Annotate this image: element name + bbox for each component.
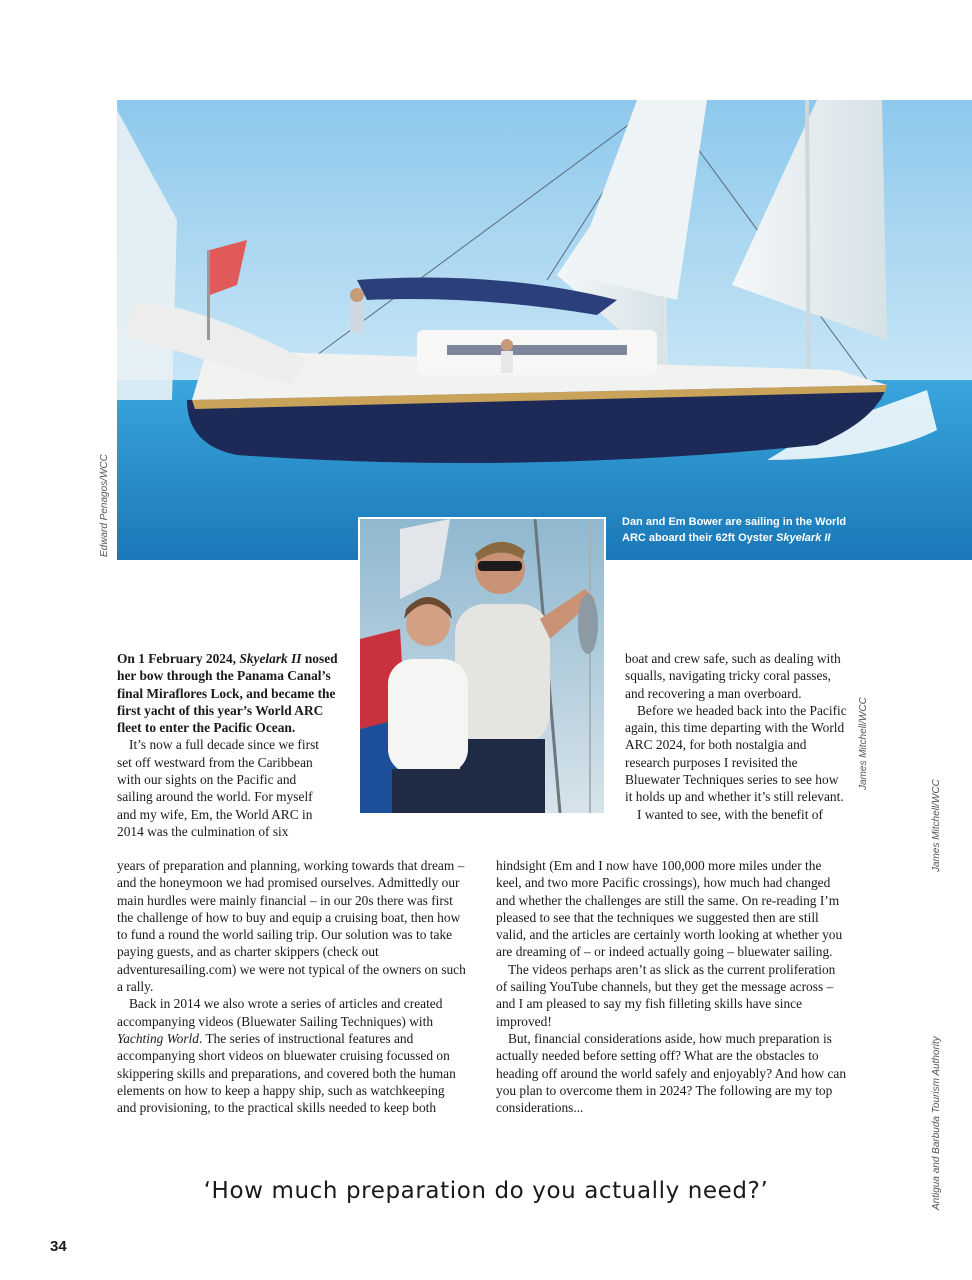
caption-line-2: ARC aboard their 62ft Oyster — [622, 532, 777, 544]
couple-portrait-illustration — [360, 519, 604, 813]
intro-boat-name: Skyelark II — [239, 651, 302, 666]
inset-photo — [358, 517, 606, 815]
hero-photo-credit: Edward Penagos/WCC — [99, 454, 110, 557]
tourism-photo-credit: Antigua and Barbuda Tourism Authority — [931, 1036, 942, 1210]
photo-caption — [622, 514, 882, 546]
paragraph-right-wide-a: hindsight (Em and I now have 100,000 more miles under the keel, and two more Pacific crossings), how much had changed and whether the challenges are still the same. On re-reading I’m pleased to see that the techniques we suggested then are still valid, and the articles are certainly worth looking at whether you are dreaming of – or indeed actually going – bluewater sailing. — [496, 858, 843, 960]
paragraph-left-b — [117, 995, 467, 1116]
pull-quote: ‘How much preparation do you actually need?’ — [203, 1178, 769, 1204]
paragraph-right-c-start: I wanted to see, with the benefit of — [637, 806, 823, 822]
left-col-line: with our sights on the Pacific and — [117, 772, 297, 788]
caption-line-1: Dan and Em Bower are sailing in the World — [622, 516, 847, 528]
paragraph-right-b: Before we headed back into the Pacific again, this time departing with the World ARC 2024, for both nostalgia and research purposes I revisited the Bluewater Techniques series to see how it holds up and whether it’s still relevant. — [625, 702, 847, 805]
intro-start: On 1 February 2024, — [117, 651, 240, 666]
article-left-narrow — [117, 650, 349, 840]
article-left-wide — [117, 857, 467, 1116]
yacht-illustration — [117, 100, 972, 560]
para1-start: It’s now a full decade since we first — [129, 737, 320, 753]
paragraph-right-wide-c: But, financial considerations aside, how much preparation is actually needed before setting off? What are the obstacles to heading off around the world safely and enjoyably? And how can you plan to overcome them in 2024? The following are my top considerations... — [496, 1030, 847, 1116]
intro-paragraph — [117, 650, 349, 736]
magazine-name: Yachting World — [117, 1030, 199, 1046]
paragraph-right-a: boat and crew safe, such as dealing with squalls, navigating tricky coral passes, and recovering a man overboard. — [625, 651, 841, 701]
article-right-narrow — [625, 650, 847, 823]
para-b-start: Back in 2014 we also wrote a series of articles and created accompanying videos (Bluewater Sailing Techniques) with — [117, 996, 443, 1029]
article-right-wide — [496, 857, 848, 1116]
hero-photo — [117, 100, 972, 560]
inset-photo-credit: James Mitchell/WCC — [858, 697, 869, 790]
page-number: 34 — [50, 1238, 67, 1255]
intro-rest: nosed her bow through the Panama Canal’s final Miraflores Lock, and became the first yacht of this year’s World ARC fleet to enter the Pacific Ocean. — [117, 651, 338, 736]
left-col-line: set off westward from the Caribbean — [117, 754, 313, 770]
paragraph-right-wide-b: The videos perhaps aren’t as slick as the current proliferation of sailing YouTube channels, but they get the message across – and I am pleased to say my fish filleting skills have since improved! — [496, 961, 836, 1029]
caption-boat-name: Skyelark II — [776, 532, 831, 544]
left-col-line: and my wife, Em, the World ARC in — [117, 806, 313, 822]
paragraph-left-a: years of preparation and planning, working towards that dream – and the honeymoon we had promised ourselves. Admittedly our main hurdles were mainly financial – in our 20s there was first the challenge of how to buy and equip a cruising boat, then how to fund a round the world sailing trip. Our solution was to take paying guests, and as charter skippers (check out adventuresailing.com) we were not typical of the owners on such a rally. — [117, 858, 466, 995]
left-col-line: sailing around the world. For myself — [117, 789, 313, 805]
para-b-rest: . The series of instructional features and accompanying short videos on bluewater cruising focussed on skippering skills and preparations, and covered both the human elements on how to keep a happy ship, such as watchkeeping and provisioning, to the practical skills needed to keep both — [117, 1030, 456, 1116]
left-col-line: 2014 was the culmination of six — [117, 823, 289, 839]
right-photo-credit: James Mitchell/WCC — [931, 779, 942, 872]
